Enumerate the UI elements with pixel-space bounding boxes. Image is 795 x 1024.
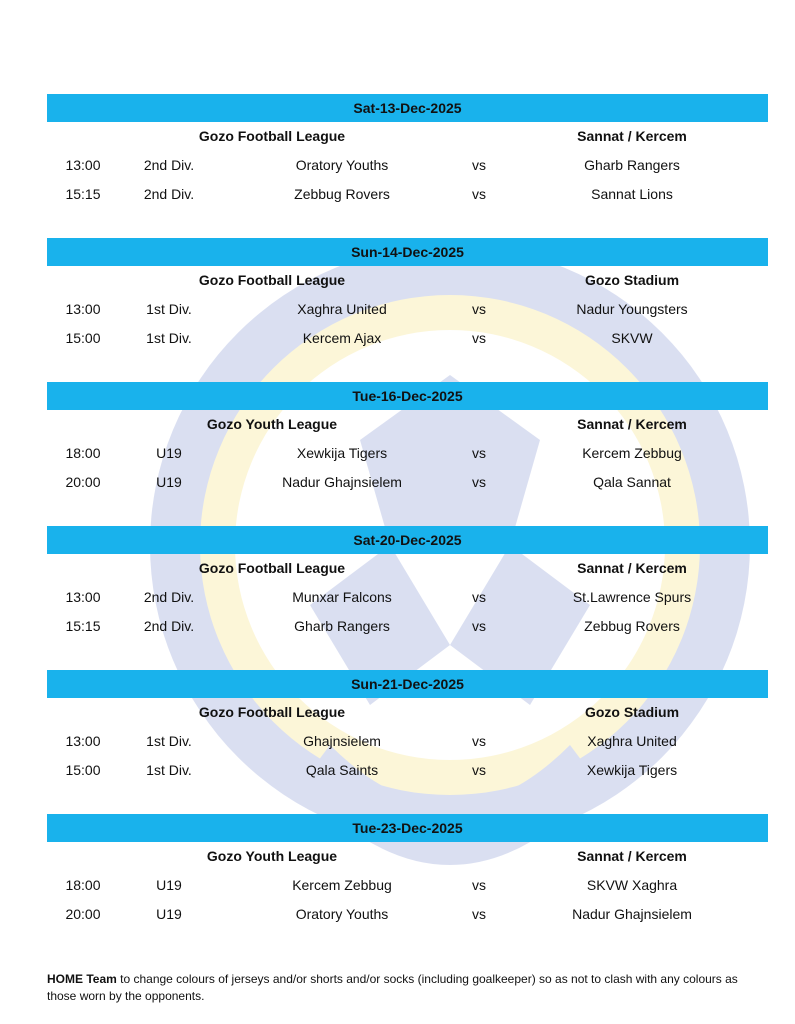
- league-venue-row: [47, 698, 768, 727]
- match-row: [47, 900, 768, 929]
- league-venue-row: [47, 842, 768, 871]
- away-team: Kercem Zebbug: [582, 445, 682, 461]
- versus-label: vs: [472, 330, 486, 346]
- venue-name: Sannat / Kercem: [577, 416, 687, 432]
- kickoff-time: 20:00: [65, 906, 101, 922]
- date-header: Sat-20-Dec-2025: [47, 526, 768, 554]
- kickoff-time: 18:00: [65, 877, 101, 893]
- match-row: [47, 756, 768, 785]
- match-row: [47, 871, 768, 900]
- date-header: Tue-16-Dec-2025: [47, 382, 768, 410]
- league-venue-row: [47, 266, 768, 295]
- match-row: [47, 439, 768, 468]
- match-row: [47, 324, 768, 353]
- versus-label: vs: [472, 157, 486, 173]
- home-team: Ghajnsielem: [303, 733, 381, 749]
- home-team: Oratory Youths: [295, 157, 389, 173]
- versus-label: vs: [472, 906, 486, 922]
- match-row: [47, 727, 768, 756]
- home-team: Qala Saints: [305, 762, 379, 778]
- division-label: 2nd Div.: [143, 157, 195, 173]
- kickoff-time: 15:00: [65, 762, 101, 778]
- away-team: Nadur Ghajnsielem: [572, 906, 692, 922]
- home-team: Oratory Youths: [295, 906, 389, 922]
- match-row: [47, 612, 768, 641]
- date-header: Sun-14-Dec-2025: [47, 238, 768, 266]
- division-label: 2nd Div.: [143, 186, 195, 202]
- versus-label: vs: [472, 733, 486, 749]
- venue-name: Gozo Stadium: [584, 704, 680, 720]
- versus-label: vs: [472, 589, 486, 605]
- division-label: 1st Div.: [146, 330, 192, 346]
- date-header: Tue-23-Dec-2025: [47, 814, 768, 842]
- away-team: Xewkija Tigers: [586, 762, 678, 778]
- venue-name: Gozo Stadium: [584, 272, 680, 288]
- league-name: Gozo Football League: [198, 272, 346, 288]
- division-label: U19: [156, 906, 182, 922]
- kickoff-time: 15:15: [65, 186, 101, 202]
- versus-label: vs: [472, 474, 486, 490]
- date-header: Sat-13-Dec-2025: [47, 94, 768, 122]
- away-team: SKVW Xaghra: [586, 877, 678, 893]
- division-label: 1st Div.: [146, 762, 192, 778]
- league-name: Gozo Football League: [198, 128, 346, 144]
- venue-name: Sannat / Kercem: [577, 560, 687, 576]
- match-row: [47, 295, 768, 324]
- kickoff-time: 15:00: [65, 330, 101, 346]
- versus-label: vs: [472, 186, 486, 202]
- venue-name: Sannat / Kercem: [577, 848, 687, 864]
- home-team: Kercem Ajax: [302, 330, 382, 346]
- division-label: U19: [156, 877, 182, 893]
- away-team: St.Lawrence Spurs: [572, 589, 692, 605]
- league-name: Gozo Football League: [198, 560, 346, 576]
- home-team: Munxar Falcons: [292, 589, 392, 605]
- match-day: [47, 670, 768, 814]
- home-team: Kercem Zebbug: [292, 877, 392, 893]
- division-label: 2nd Div.: [143, 618, 195, 634]
- division-label: U19: [156, 445, 182, 461]
- division-label: 1st Div.: [146, 733, 192, 749]
- away-team: Zebbug Rovers: [584, 618, 680, 634]
- away-team: Gharb Rangers: [584, 157, 680, 173]
- division-label: U19: [156, 474, 182, 490]
- league-name: Gozo Youth League: [206, 416, 338, 432]
- versus-label: vs: [472, 762, 486, 778]
- kickoff-time: 15:15: [65, 618, 101, 634]
- home-team: Nadur Ghajnsielem: [282, 474, 402, 490]
- match-day: [47, 238, 768, 382]
- home-team: Gharb Rangers: [294, 618, 390, 634]
- league-name: Gozo Football League: [198, 704, 346, 720]
- match-day: [47, 94, 768, 238]
- match-day: [47, 382, 768, 526]
- versus-label: vs: [472, 445, 486, 461]
- kickoff-time: 13:00: [65, 301, 101, 317]
- match-row: [47, 468, 768, 497]
- kickoff-time: 18:00: [65, 445, 101, 461]
- versus-label: vs: [472, 877, 486, 893]
- kickoff-time: 13:00: [65, 157, 101, 173]
- away-team: SKVW: [611, 330, 653, 346]
- away-team: Xaghra United: [587, 733, 677, 749]
- match-row: [47, 180, 768, 209]
- match-row: [47, 151, 768, 180]
- match-row: [47, 583, 768, 612]
- match-day: [47, 526, 768, 670]
- league-venue-row: [47, 410, 768, 439]
- versus-label: vs: [472, 301, 486, 317]
- kickoff-time: 13:00: [65, 589, 101, 605]
- home-team: Zebbug Rovers: [294, 186, 390, 202]
- date-header: Sun-21-Dec-2025: [47, 670, 768, 698]
- away-team: Qala Sannat: [593, 474, 671, 490]
- division-label: 2nd Div.: [143, 589, 195, 605]
- fixtures-schedule: [47, 94, 768, 958]
- match-day: [47, 814, 768, 958]
- kickoff-time: 20:00: [65, 474, 101, 490]
- versus-label: vs: [472, 618, 486, 634]
- away-team: Nadur Youngsters: [576, 301, 688, 317]
- division-label: 1st Div.: [146, 301, 192, 317]
- note-text: to change colours of jerseys and/or shorts and/or socks (including goalkeeper) so as not to clash with any colours as those worn by the opponents.: [47, 972, 738, 1003]
- note-bold: HOME Team: [47, 972, 117, 986]
- kickoff-time: 13:00: [65, 733, 101, 749]
- league-venue-row: [47, 554, 768, 583]
- league-name: Gozo Youth League: [206, 848, 338, 864]
- league-venue-row: [47, 122, 768, 151]
- away-team: Sannat Lions: [591, 186, 673, 202]
- home-team: Xaghra United: [297, 301, 387, 317]
- home-team: Xewkija Tigers: [296, 445, 388, 461]
- venue-name: Sannat / Kercem: [577, 128, 687, 144]
- home-team-note: [47, 971, 767, 1005]
